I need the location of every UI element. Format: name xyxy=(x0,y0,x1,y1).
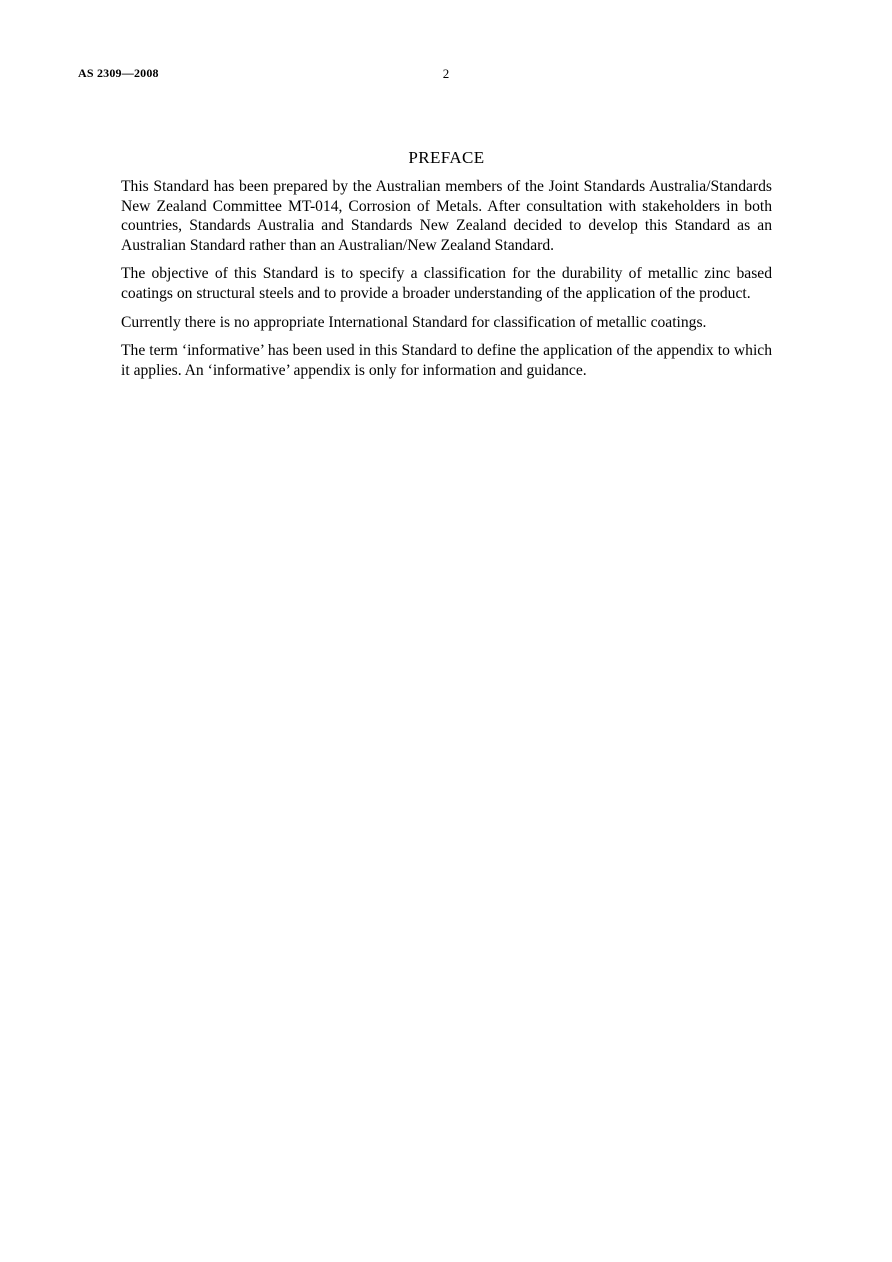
paragraph-informative: The term ‘informative’ has been used in this Standard to define the application of the appendix to which it applies. An ‘informative’ appendix is only for information and guidance. xyxy=(121,342,772,379)
preface-section xyxy=(121,147,772,389)
paragraph-international-standard: Currently there is no appropriate International Standard for classification of metallic coatings. xyxy=(121,313,707,331)
document-reference: AS 2309—2008 xyxy=(78,66,159,80)
paragraph-committee: This Standard has been prepared by the Australian members of the Joint Standards Australia/Standards New Zealand Committee MT-014, Corrosion of Metals. After consultation with stakeholders in both countries, Standards Australia and Standards New Zealand decided to develop this Standard as an Australian Standard rather than an Australian/New Zealand Standard. xyxy=(121,178,772,254)
page-number: 2 xyxy=(442,66,450,81)
paragraph-objective: The objective of this Standard is to specify a classification for the durability of metallic zinc based coatings on structural steels and to provide a broader understanding of the application of the product. xyxy=(121,265,772,302)
section-title: PREFACE xyxy=(408,148,485,167)
